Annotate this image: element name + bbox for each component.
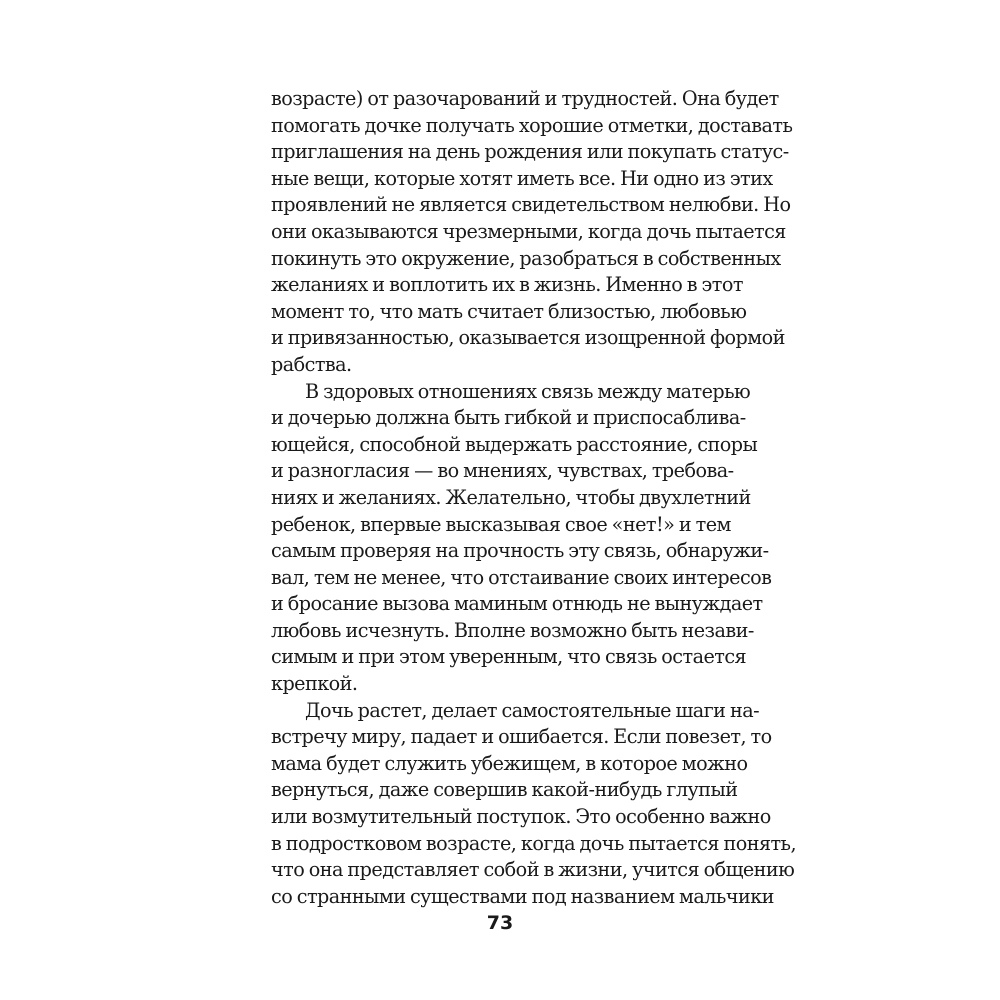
- text-line: В здоровых отношениях связь между матерью: [305, 379, 751, 403]
- text-line: в подростковом возрасте, когда дочь пытается понять,: [271, 831, 797, 855]
- text-line: или возмутительный поступок. Это особенно важно: [271, 805, 771, 829]
- text-line: вал, тем не менее, что отстаивание своих интересов: [271, 565, 772, 589]
- text-line: они оказываются чрезмерными, когда дочь пытается: [271, 219, 786, 243]
- text-line: рабства.: [271, 352, 352, 376]
- text-line: крепкой.: [271, 672, 358, 696]
- text-line: момент то, что мать считает близостью, любовью: [271, 299, 747, 323]
- text-line: проявлений не является свидетельством нелюбви. Но: [271, 193, 791, 217]
- text-line: Дочь растет, делает самостоятельные шаги на-: [305, 698, 760, 722]
- text-line: что она представляет собой в жизни, учится общению: [271, 858, 795, 882]
- text-line: приглашения на день рождения или покупать статус-: [271, 140, 789, 164]
- text-line: симым и при этом уверенным, что связь остается: [271, 645, 747, 669]
- text-line: ребенок, впервые высказывая свое «нет!» и тем: [271, 512, 731, 536]
- text-line: и привязанностью, оказывается изощренной формой: [271, 326, 785, 350]
- text-line: со странными существами под названием мальчики: [271, 884, 774, 908]
- text-line: желаниях и воплотить их в жизнь. Именно в этот: [271, 273, 743, 297]
- text-line: помогать дочке получать хорошие отметки, доставать: [271, 113, 793, 137]
- text-line: ниях и желаниях. Желательно, чтобы двухлетний: [271, 485, 751, 509]
- text-line: встречу миру, падает и ошибается. Если повезет, то: [271, 725, 772, 749]
- text-line: и дочерью должна быть гибкой и приспосаблива-: [271, 406, 746, 430]
- text-line: и разногласия — во мнениях, чувствах, требова-: [271, 459, 734, 483]
- text-line: самым проверяя на прочность эту связь, обнаружи-: [271, 539, 769, 563]
- body-text: [271, 86, 797, 910]
- text-line: ные вещи, которые хотят иметь все. Ни одно из этих: [271, 166, 773, 190]
- text-line: ющейся, способной выдержать расстояние, споры: [271, 432, 758, 456]
- page-number: 73: [486, 912, 514, 934]
- text-line: мама будет служить убежищем, в которое можно: [271, 751, 748, 775]
- text-line: любовь исчезнуть. Вполне возможно быть незави-: [271, 618, 754, 642]
- text-line: и бросание вызова маминым отнюдь не вынуждает: [271, 592, 763, 616]
- text-line: вернуться, даже совершив какой-нибудь глупый: [271, 778, 738, 802]
- text-line: покинуть это окружение, разобраться в собственных: [271, 246, 781, 270]
- text-line: возрасте) от разочарований и трудностей. Она будет: [271, 87, 779, 110]
